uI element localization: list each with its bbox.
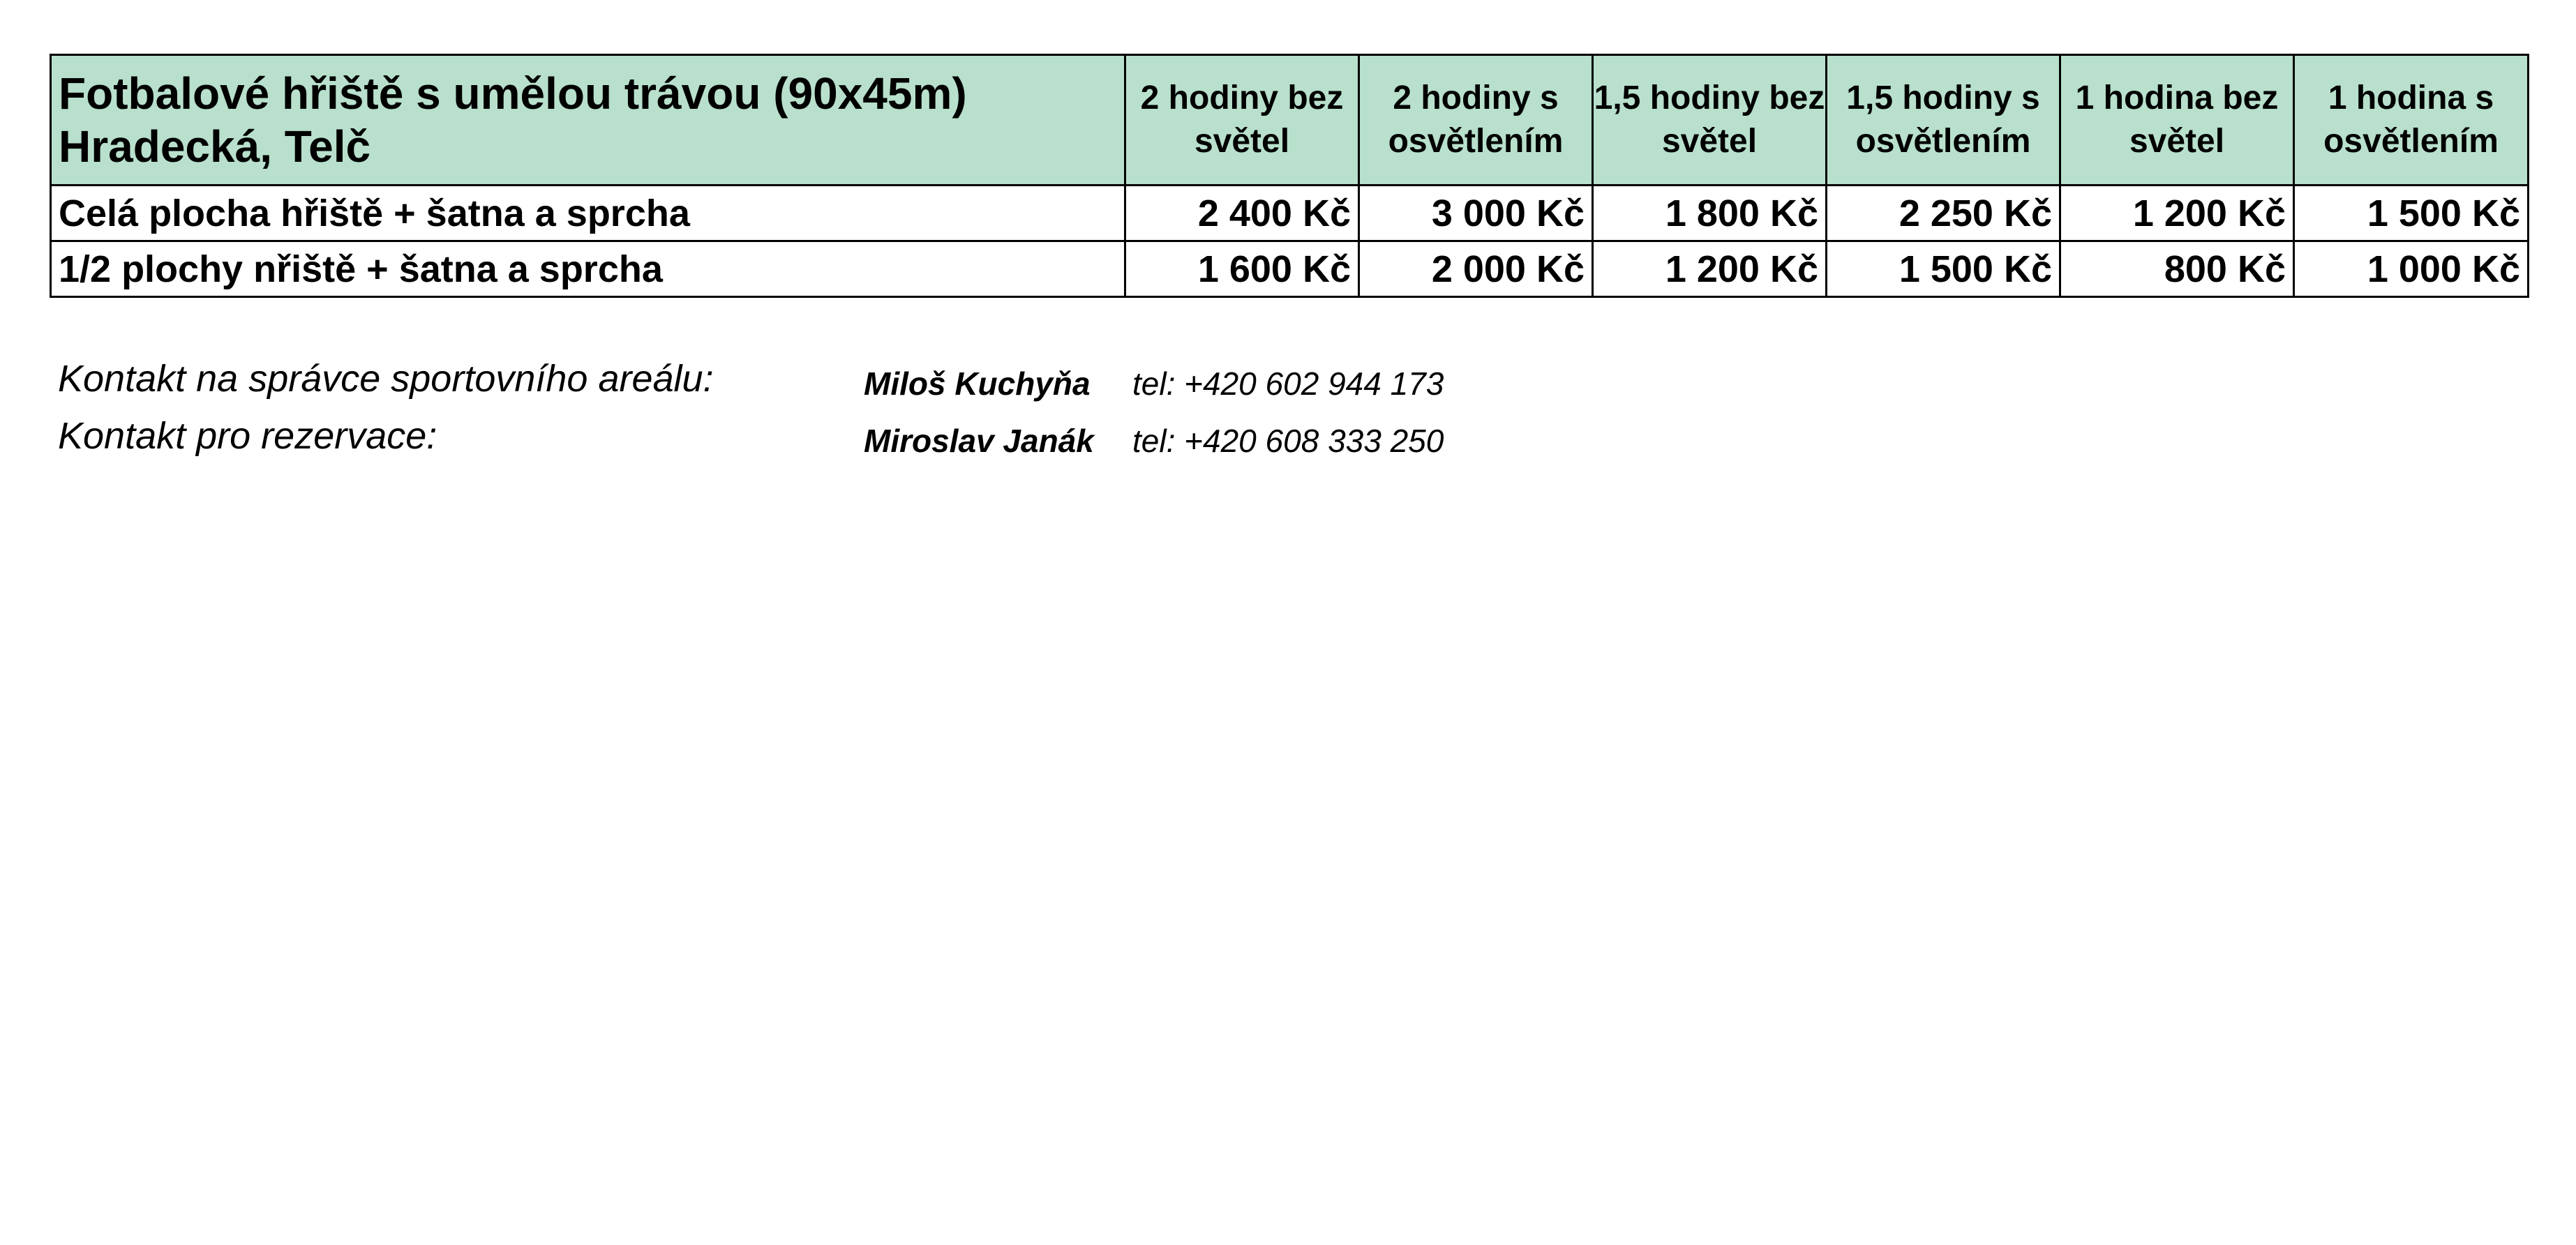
price-cell: 1 500 Kč bbox=[1827, 241, 2060, 297]
row-label: 1/2 plochy nřiště + šatna a sprcha bbox=[51, 241, 1125, 297]
contact-name-reservations: Miroslav Janák bbox=[864, 423, 1094, 459]
table-title bbox=[51, 55, 1125, 186]
price-cell: 1 800 Kč bbox=[1593, 186, 1827, 241]
table-row bbox=[51, 241, 2529, 297]
column-header: 1,5 hodiny s osvětlením bbox=[1827, 55, 2060, 186]
table-row bbox=[51, 186, 2529, 241]
price-cell: 1 200 Kč bbox=[1593, 241, 1827, 297]
column-header: 2 hodiny bez světel bbox=[1125, 55, 1359, 186]
price-cell: 1 600 Kč bbox=[1125, 241, 1359, 297]
contact-phone-manager: tel: +420 602 944 173 bbox=[1132, 365, 1444, 402]
row-label: Celá plocha hřiště + šatna a sprcha bbox=[51, 186, 1125, 241]
price-cell: 800 Kč bbox=[2060, 241, 2294, 297]
price-cell: 3 000 Kč bbox=[1359, 186, 1593, 241]
table-header-row bbox=[51, 55, 2529, 186]
price-table bbox=[50, 54, 2529, 298]
contact-label-reservations: Kontakt pro rezervace: bbox=[58, 415, 437, 457]
price-cell: 2 250 Kč bbox=[1827, 186, 2060, 241]
column-header: 1 hodina s osvětlením bbox=[2294, 55, 2529, 186]
contact-label-manager: Kontakt na správce sportovního areálu: bbox=[58, 358, 714, 400]
price-cell: 2 400 Kč bbox=[1125, 186, 1359, 241]
price-cell: 1 500 Kč bbox=[2294, 186, 2529, 241]
contact-name-manager: Miloš Kuchyňa bbox=[864, 365, 1091, 402]
column-header: 2 hodiny s osvětlením bbox=[1359, 55, 1593, 186]
column-header: 1 hodina bez světel bbox=[2060, 55, 2294, 186]
price-cell: 2 000 Kč bbox=[1359, 241, 1593, 297]
price-cell: 1 200 Kč bbox=[2060, 186, 2294, 241]
facility-location: Hradecká, Telč bbox=[59, 121, 371, 172]
contact-phone-reservations: tel: +420 608 333 250 bbox=[1132, 423, 1444, 459]
facility-name: Fotbalové hřiště s umělou trávou (90x45m) bbox=[59, 68, 967, 119]
price-cell: 1 000 Kč bbox=[2294, 241, 2529, 297]
column-header: 1,5 hodiny bez světel bbox=[1593, 55, 1827, 186]
